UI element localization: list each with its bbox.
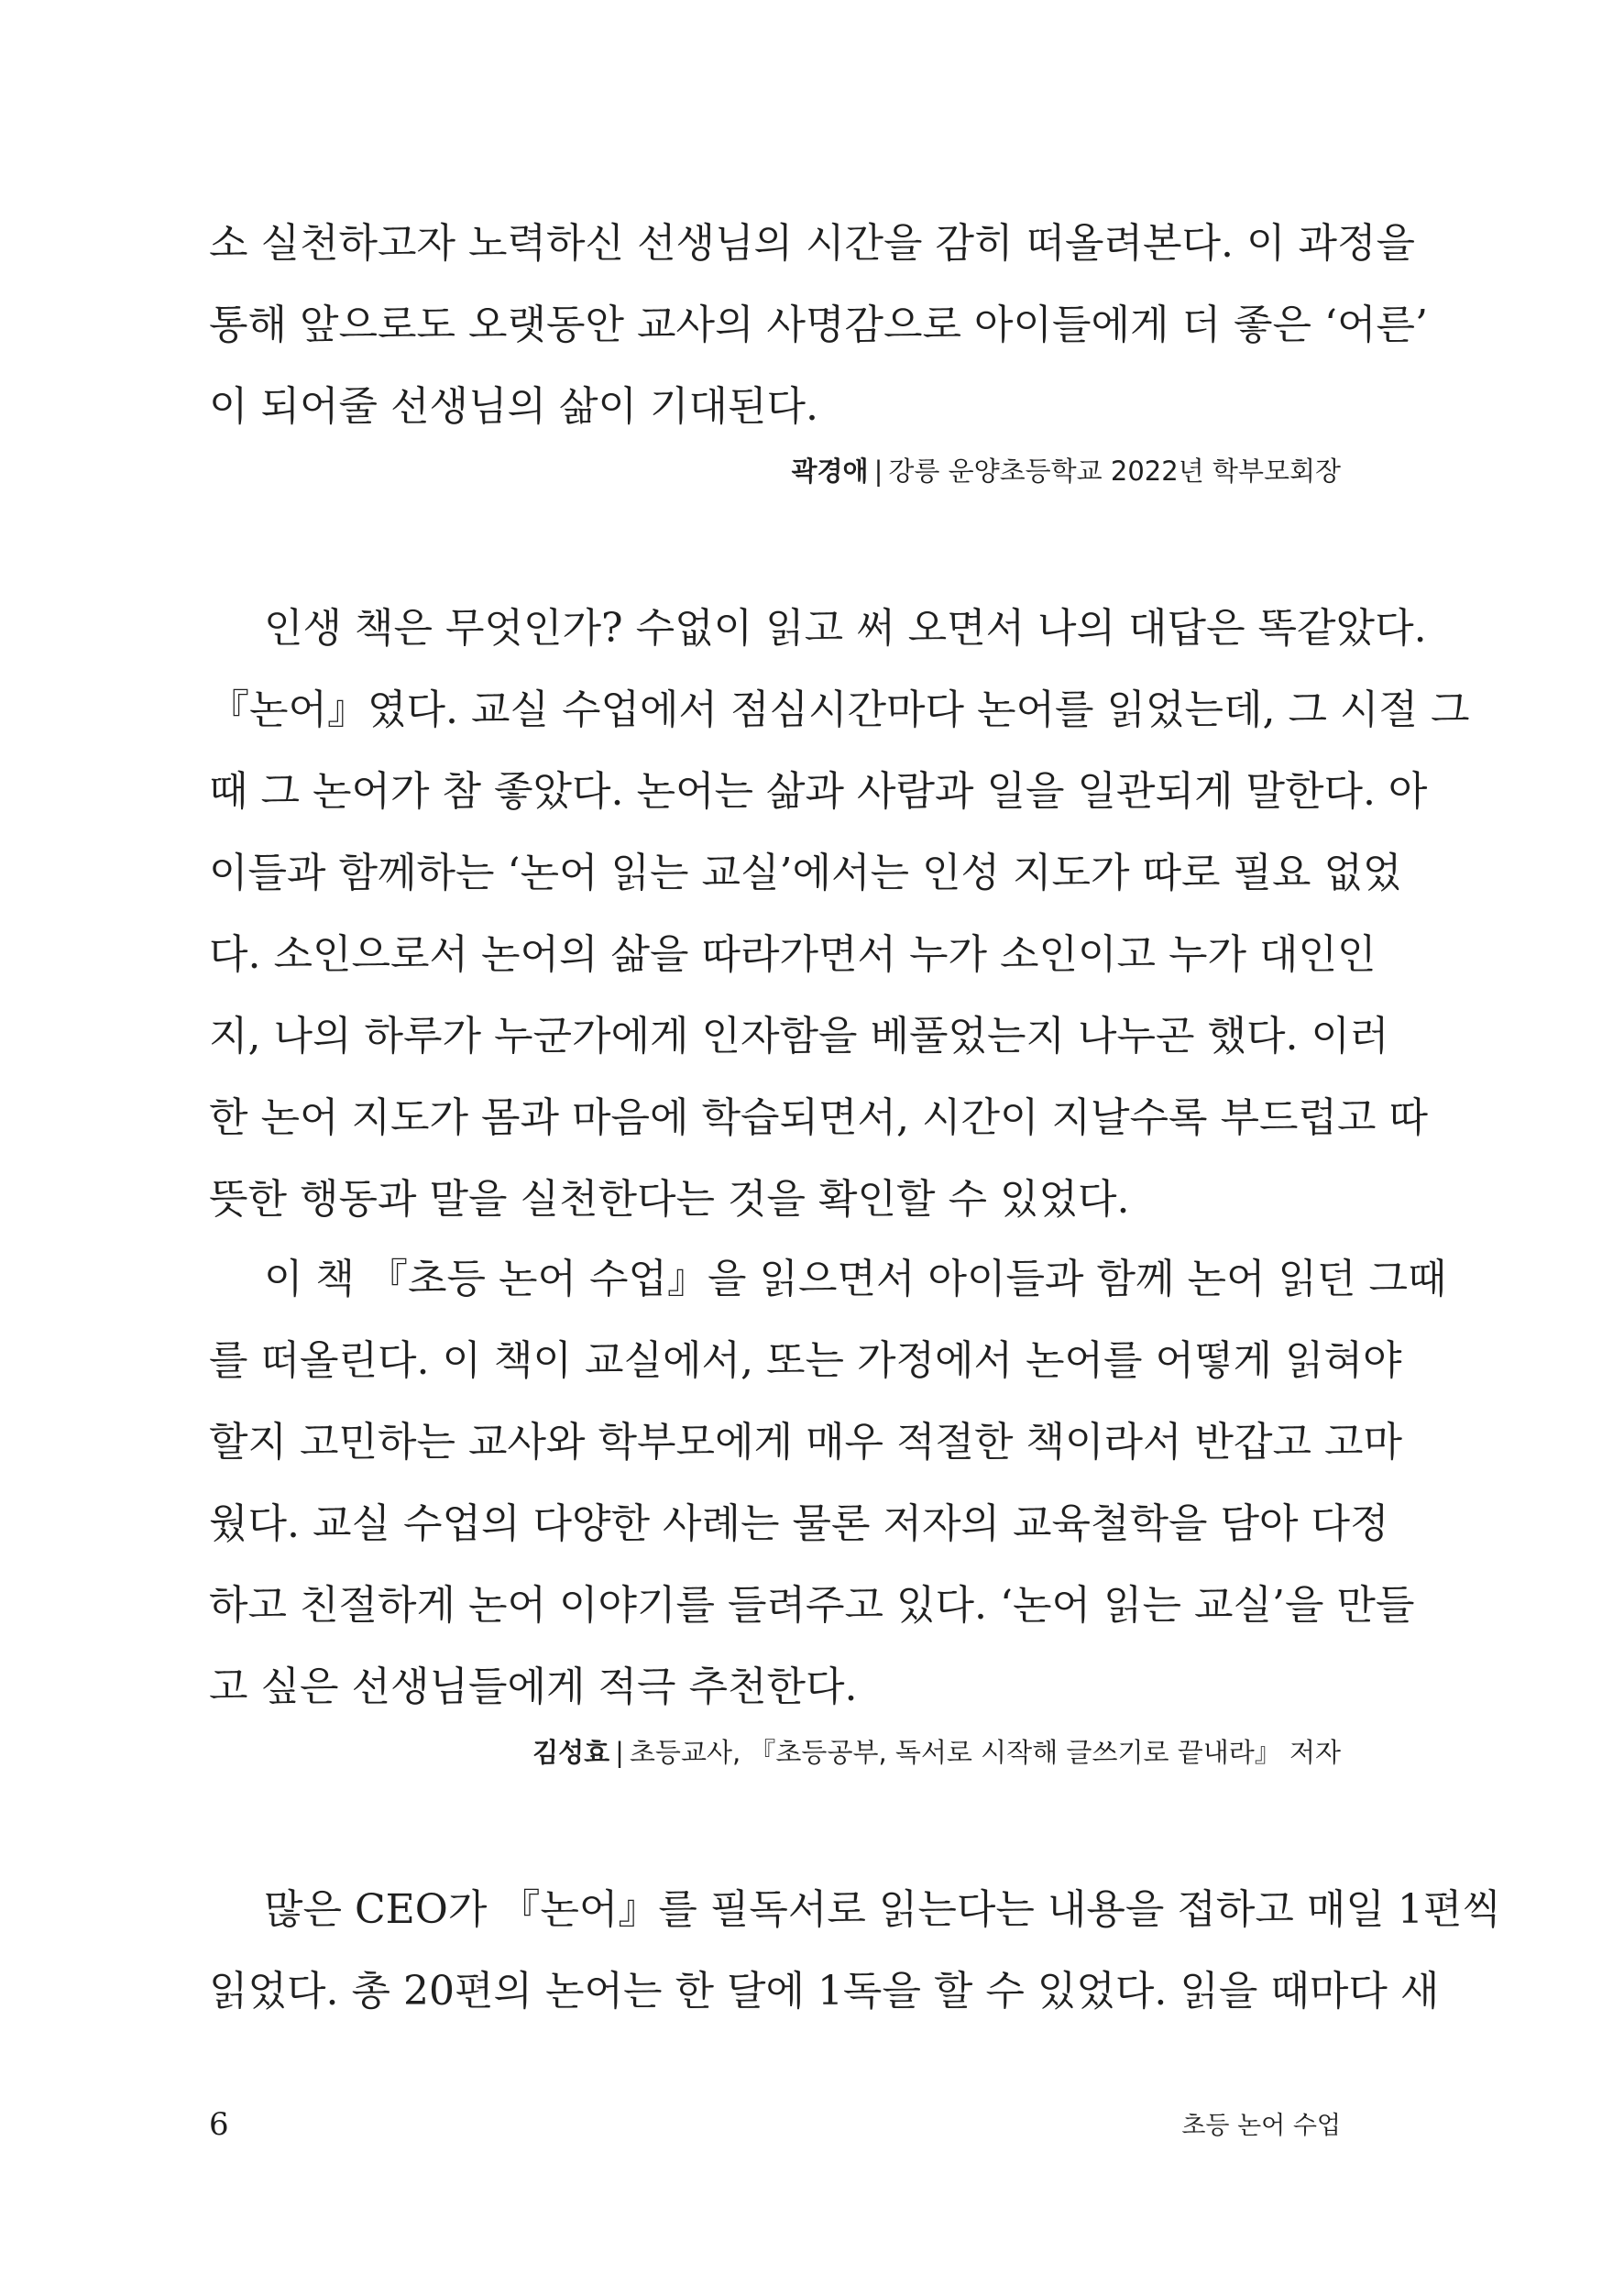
body-line: 인생 책은 무엇인가? 수없이 읽고 써 오면서 나의 대답은 똑같았다. [264,605,1427,652]
attribution-name: 곽경애 [791,456,869,487]
attribution-kwak [792,453,1341,489]
body-line: 이 책 『초등 논어 수업』을 읽으면서 아이들과 함께 논어 읽던 그때 [264,1256,1447,1302]
body-line: 웠다. 교실 수업의 다양한 사례는 물론 저자의 교육철학을 담아 다정 [209,1500,1389,1547]
attribution-separator: | [873,456,883,487]
body-line: 지, 나의 하루가 누군가에게 인자함을 베풀었는지 나누곤 했다. 이러 [209,1013,1389,1060]
attribution-separator: | [615,1737,624,1768]
attribution-name: 김성효 [532,1737,610,1768]
body-line: 때 그 논어가 참 좋았다. 논어는 삶과 사람과 일을 일관되게 말한다. 아 [209,768,1428,815]
body-line: 통해 앞으로도 오랫동안 교사의 사명감으로 아이들에게 더 좋은 ‘어른’ [209,302,1428,348]
attribution-kim [532,1734,1341,1771]
body-line: 이 되어줄 선생님의 삶이 기대된다. [209,383,818,430]
body-line: 고 싶은 선생님들에게 적극 추천한다. [209,1664,858,1710]
running-title: 초등 논어 수업 [1181,2112,1341,2140]
body-line: 하고 친절하게 논어 이야기를 들려주고 있다. ‘논어 읽는 교실’을 만들 [209,1582,1415,1629]
body-line: 한 논어 지도가 몸과 마음에 학습되면서, 시간이 지날수록 부드럽고 따 [209,1094,1428,1141]
body-line: 소 실천하고자 노력하신 선생님의 시간을 감히 떠올려본다. 이 과정을 [209,220,1415,267]
attribution-detail: 강릉 운양초등학교 2022년 학부모회장 [888,456,1341,487]
body-line: 뜻한 행동과 말을 실천한다는 것을 확인할 수 있었다. [209,1176,1130,1223]
body-line: 이들과 함께하는 ‘논어 읽는 교실’에서는 인성 지도가 따로 필요 없었 [209,850,1402,896]
body-line: 많은 CEO가 『논어』를 필독서로 읽는다는 내용을 접하고 매일 1편씩 [264,1886,1501,1933]
body-line: 를 떠올린다. 이 책이 교실에서, 또는 가정에서 논어를 어떻게 읽혀야 [209,1337,1402,1384]
page-number: 6 [209,2106,229,2143]
body-line: 읽었다. 총 20편의 논어는 한 달에 1독을 할 수 있었다. 읽을 때마다 새 [209,1968,1440,2015]
body-line: 다. 소인으로서 논어의 삶을 따라가면서 누가 소인이고 누가 대인인 [209,931,1377,978]
body-line: 『논어』였다. 교실 수업에서 점심시간마다 논어를 읽었는데, 그 시절 그 [209,686,1470,733]
body-line: 할지 고민하는 교사와 학부모에게 매우 적절한 책이라서 반갑고 고마 [209,1419,1402,1466]
attribution-detail: 초등교사, 『초등공부, 독서로 시작해 글쓰기로 끝내라』 저자 [629,1737,1341,1768]
